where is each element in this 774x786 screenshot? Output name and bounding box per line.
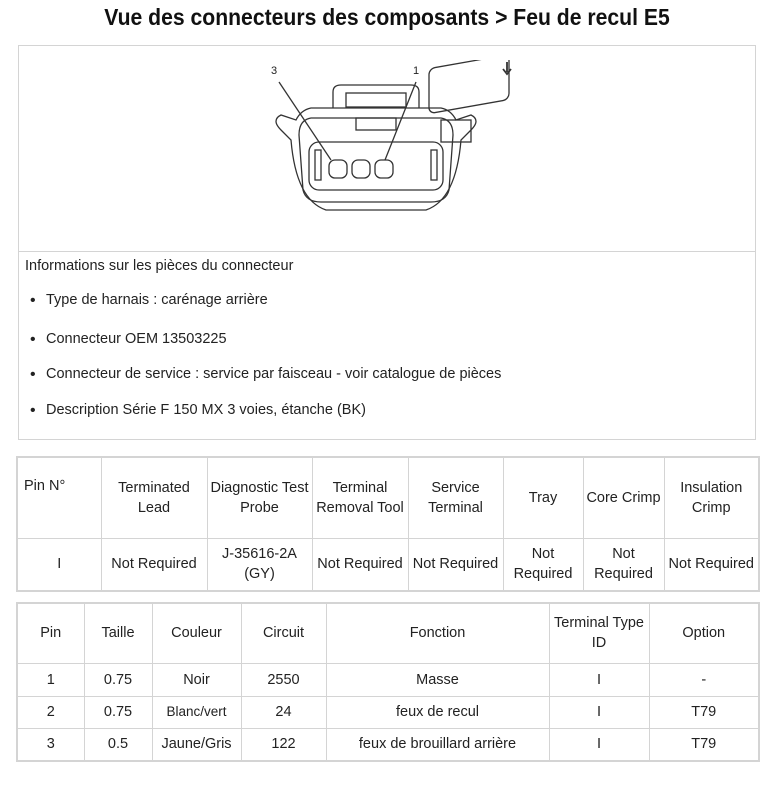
cell: I: [17, 538, 101, 591]
pin-label-1: 1: [413, 65, 420, 77]
tools-table: [16, 456, 760, 592]
cell: -: [649, 663, 759, 696]
cell: Not Required: [503, 538, 583, 591]
cell: Not Required: [408, 538, 503, 591]
cell: T79: [649, 696, 759, 728]
header-cell: Insulation Crimp: [664, 457, 759, 538]
header-cell: Taille: [84, 603, 152, 663]
info-item: • Type de harnais : carénage arrière: [46, 292, 268, 308]
cell: T79: [649, 728, 759, 761]
cell: Noir: [152, 663, 241, 696]
header-cell: Option: [649, 603, 759, 663]
connector-info-panel: [18, 45, 756, 440]
pin-table: [16, 602, 760, 762]
cell: J-35616-2A (GY): [207, 538, 312, 591]
cell: 24: [241, 696, 326, 728]
header-cell: Pin: [17, 603, 84, 663]
cell: 1: [17, 663, 84, 696]
cell: feux de recul: [326, 696, 549, 728]
cell: Not Required: [664, 538, 759, 591]
header-cell: Terminal Removal Tool: [312, 457, 408, 538]
table-row: [17, 538, 759, 591]
header-cell: Pin N°: [17, 457, 101, 538]
table-header-row: [17, 603, 759, 663]
cell: I: [549, 696, 649, 728]
cell: 0.75: [84, 663, 152, 696]
table-row: [17, 663, 759, 696]
cell: Not Required: [101, 538, 207, 591]
cell: Not Required: [312, 538, 408, 591]
connector-diagram: [19, 46, 755, 252]
cell: feux de brouillard arrière: [326, 728, 549, 761]
header-cell: Tray: [503, 457, 583, 538]
cell: Masse: [326, 663, 549, 696]
header-cell: Service Terminal: [408, 457, 503, 538]
connector-illustration: [251, 60, 531, 225]
info-item: • Description Série F 150 MX 3 voies, étanche (BK): [46, 402, 366, 418]
header-cell: Circuit: [241, 603, 326, 663]
cell: I: [549, 663, 649, 696]
info-item: • Connecteur de service : service par faisceau - voir catalogue de pièces: [46, 366, 501, 382]
header-cell: Couleur: [152, 603, 241, 663]
cell: 2550: [241, 663, 326, 696]
header-cell: Fonction: [326, 603, 549, 663]
header-cell: Core Crimp: [583, 457, 664, 538]
pin-label-3: 3: [271, 65, 278, 77]
header-cell: Terminated Lead: [101, 457, 207, 538]
cell: I: [549, 728, 649, 761]
info-item: • Connecteur OEM 13503225: [46, 331, 227, 347]
cell: Not Required: [583, 538, 664, 591]
table-row: [17, 696, 759, 728]
header-cell: Diagnostic Test Probe: [207, 457, 312, 538]
table-row: [17, 728, 759, 761]
header-cell: Terminal Type ID: [549, 603, 649, 663]
cell: 2: [17, 696, 84, 728]
cell: 3: [17, 728, 84, 761]
cell: 0.75: [84, 696, 152, 728]
page-title: Vue des connecteurs des composants > Feu de recul E5: [104, 4, 670, 30]
cell: 122: [241, 728, 326, 761]
cell: Jaune/Gris: [152, 728, 241, 761]
cell: Blanc/vert: [152, 696, 241, 728]
table-header-row: [17, 457, 759, 538]
info-heading: Informations sur les pièces du connecteur: [25, 258, 294, 274]
cell: 0.5: [84, 728, 152, 761]
